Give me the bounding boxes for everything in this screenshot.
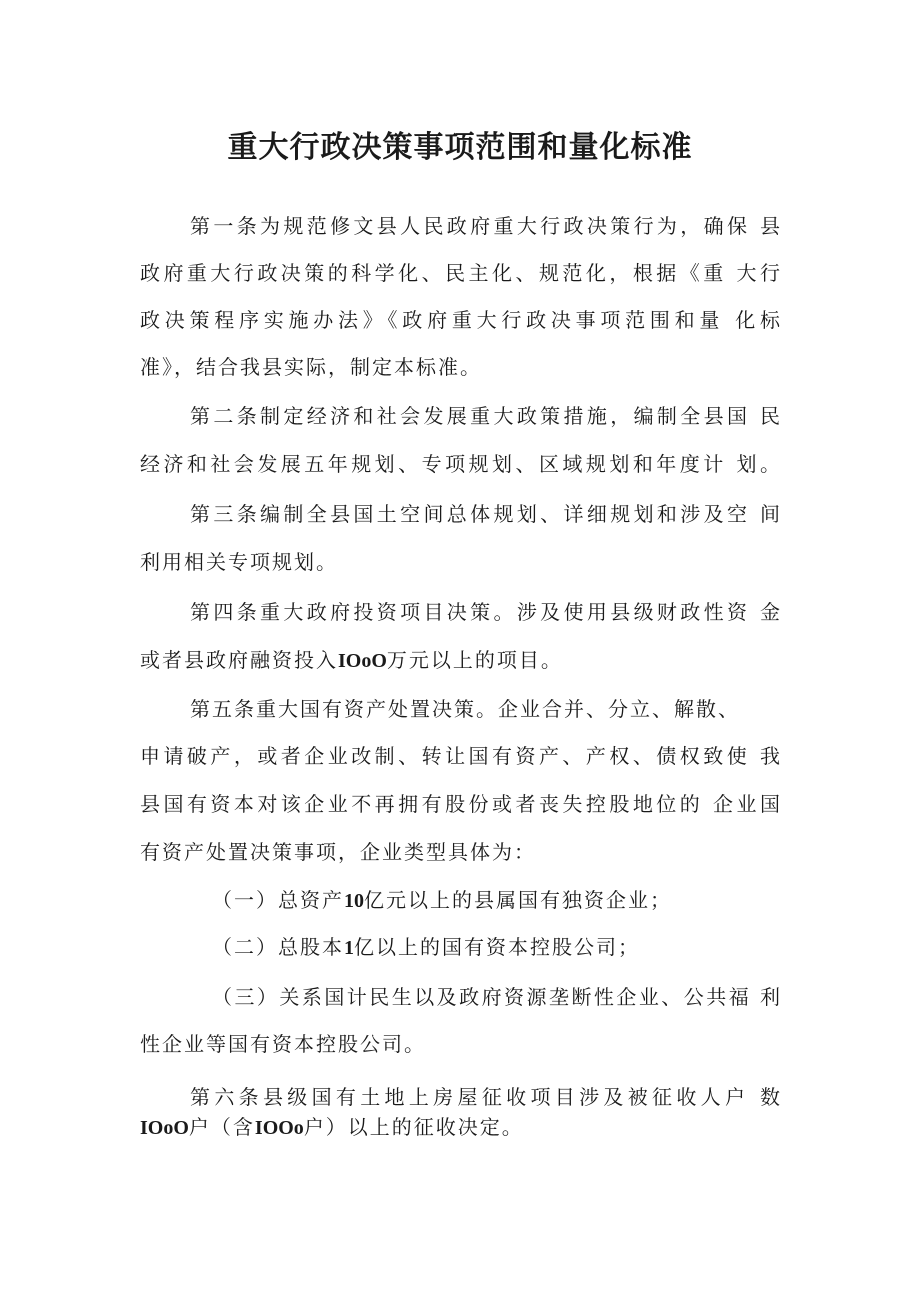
article5-item2-number: 1 — [344, 937, 354, 959]
article5-line1: 第五条重大国有资产处置决策。企业合并、分立、解散、 — [190, 697, 740, 721]
article1-line3: 政决策程序实施办法》《政府重大行政决事项范围和量 化标 — [140, 308, 780, 332]
article5-line4: 有资产处置决策事项，企业类型具体为： — [140, 840, 536, 864]
article5-item3-line1: （三）关系国计民生以及政府资源垄断性企业、公共福 利 — [212, 985, 780, 1009]
article6-line2-text: 户（含 — [188, 1115, 255, 1139]
article4-amount: IOoO — [338, 650, 387, 672]
page-title: 重大行政决策事项范围和量化标准 — [227, 130, 693, 165]
article5-line2: 申请破产，或者企业改制、转让国有资产、产权、债权致使 我 — [140, 744, 780, 768]
article6-line2-tail: 户）以上的征收决定。 — [303, 1115, 524, 1139]
article6-line1: 第六条县级国有土地上房屋征收项目涉及被征收人户 数 — [190, 1085, 780, 1109]
article6-households-count-inclusive: IOOo — [254, 1117, 304, 1139]
article4-line2 — [140, 645, 780, 676]
article4-line2-tail: 万元以上的项目。 — [386, 648, 563, 672]
article2-line1: 第二条制定经济和社会发展重大政策措施，编制全县国 民 — [190, 404, 780, 428]
article1-line1: 第一条为规范修文县人民政府重大行政决策行为，确保 县 — [190, 214, 780, 238]
article5-item1-tail: 亿元以上的县属国有独资企业； — [364, 888, 672, 912]
article6-households-count: IOoO — [140, 1117, 189, 1139]
article5-item2-tail: 亿以上的国有资本控股公司； — [354, 935, 640, 959]
article6-line2 — [140, 1112, 780, 1143]
article3-line2: 利用相关专项规划。 — [140, 550, 338, 574]
article4-line1: 第四条重大政府投资项目决策。涉及使用县级财政性资 金 — [190, 600, 780, 624]
article3-line1: 第三条编制全县国土空间总体规划、详细规划和涉及空 间 — [190, 502, 780, 526]
article5-item1-number: 10 — [344, 890, 364, 912]
article5-item2-text: （二）总股本 — [212, 935, 344, 959]
article5-item1 — [212, 885, 780, 916]
article5-item1-text: （一）总资产 — [212, 888, 344, 912]
article5-line3: 县国有资本对该企业不再拥有股份或者丧失控股地位的 企业国 — [140, 792, 780, 816]
article5-item3-line2: 性企业等国有资本控股公司。 — [140, 1032, 426, 1056]
article1-line2: 政府重大行政决策的科学化、民主化、规范化，根据《重 大行 — [140, 261, 780, 285]
article4-line2-text: 或者县政府融资投入 — [140, 648, 338, 672]
article5-item2 — [212, 932, 780, 963]
article2-line2: 经济和社会发展五年规划、专项规划、区域规划和年度计 划。 — [140, 452, 780, 476]
article1-line4: 准》，结合我县实际，制定本标准。 — [140, 355, 482, 379]
